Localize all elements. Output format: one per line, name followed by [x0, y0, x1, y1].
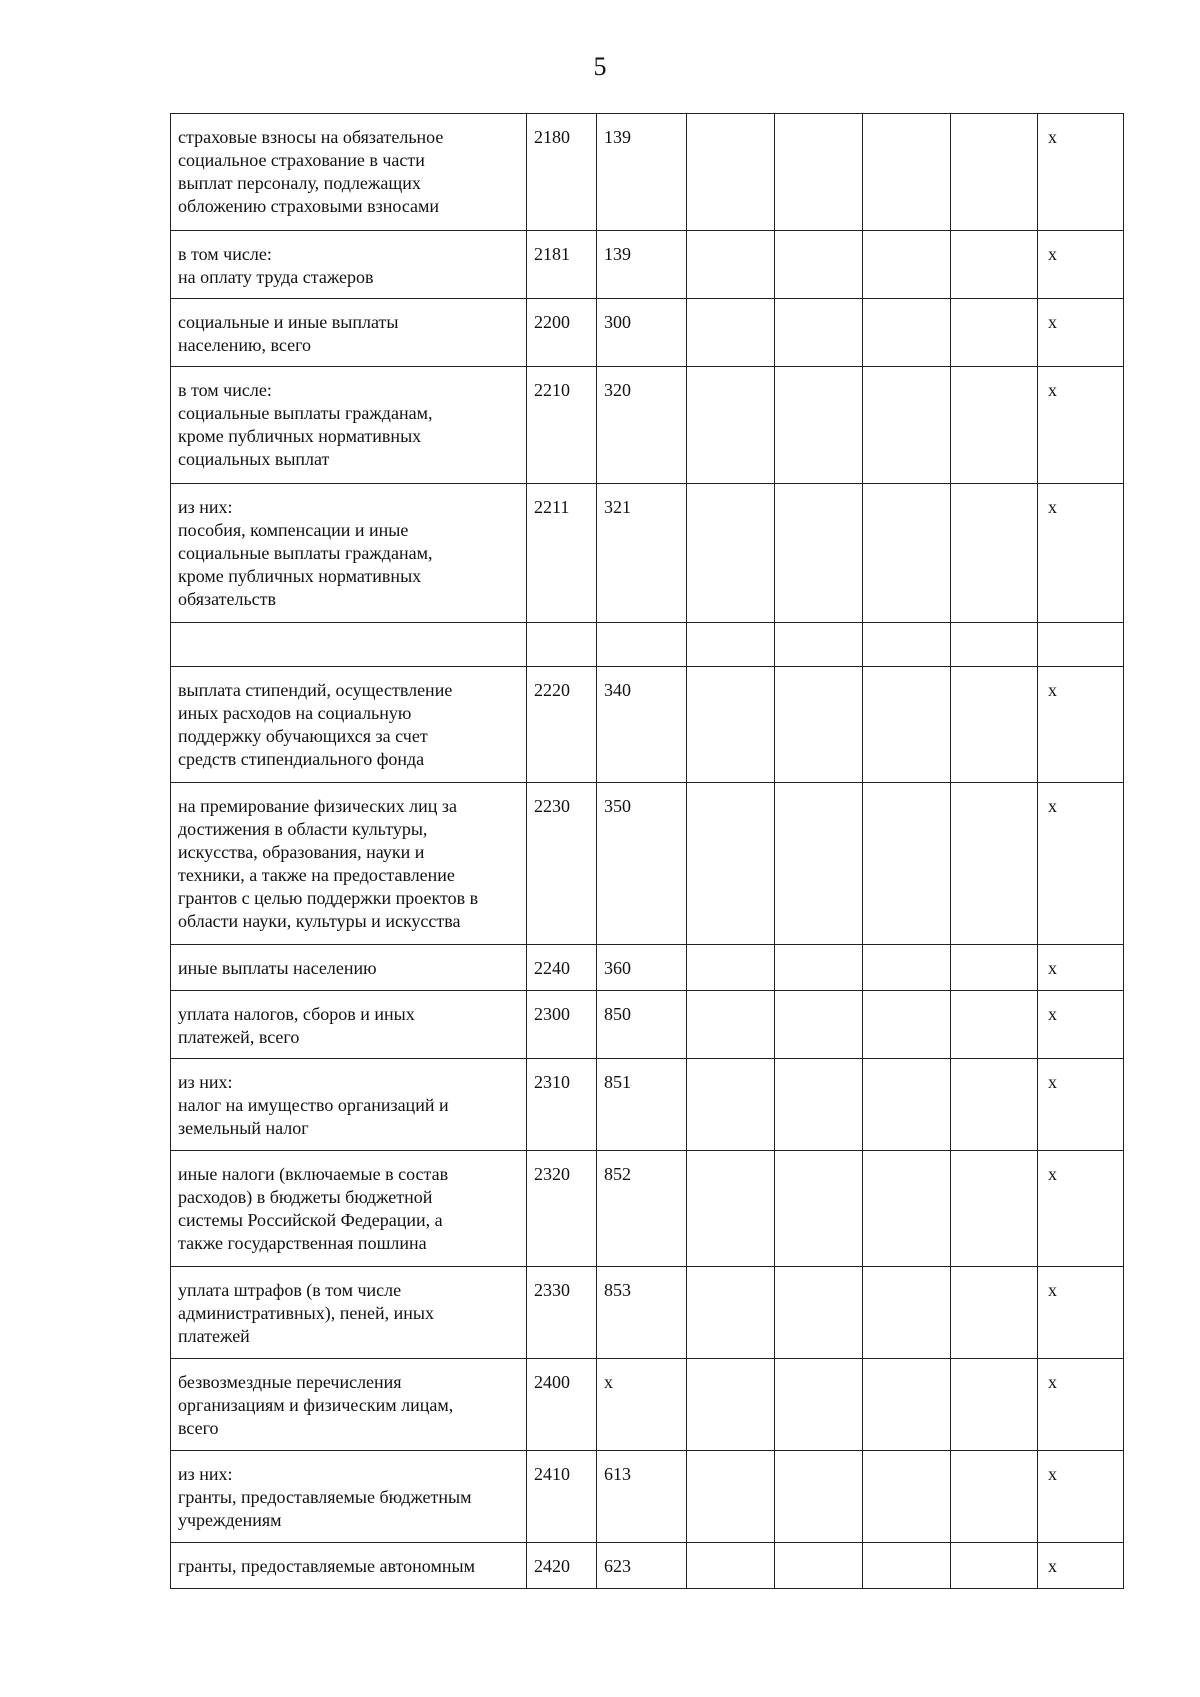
- indicator-name-line: уплата налогов, сборов и иных: [178, 1004, 415, 1024]
- indicator-name-line: иные налоги (включаемые в состав: [178, 1164, 449, 1184]
- amount-cell-col-5: [775, 484, 863, 623]
- line-code-cell: 2211: [527, 484, 597, 623]
- amount-cell-col-7: [951, 484, 1038, 623]
- amount-cell-col-5: [775, 945, 863, 991]
- amount-cell-col-5: [775, 1359, 863, 1451]
- indicator-name-cell: [171, 114, 527, 231]
- amount-cell-col-6: [863, 1543, 951, 1589]
- budget-classification-code-cell: 851: [597, 1059, 687, 1151]
- indicator-name-line: на премирование физических лиц за: [178, 796, 458, 816]
- indicator-name-line: социальное страхование в части: [178, 150, 425, 170]
- indicator-name-cell: [171, 484, 527, 623]
- line-code-cell: 2410: [527, 1451, 597, 1543]
- amount-cell-col-6: [863, 231, 951, 299]
- amount-cell-col-8: [1038, 623, 1124, 667]
- amount-cell-col-7: [951, 991, 1038, 1059]
- budget-classification-code-cell: [597, 623, 687, 667]
- indicator-name-line: из них:: [178, 1072, 233, 1092]
- indicator-name-line: пособия, компенсации и иные: [178, 520, 409, 540]
- indicator-name-line: достижения в области культуры,: [178, 819, 428, 839]
- budget-classification-code-cell: 139: [597, 114, 687, 231]
- indicator-name-line: иных расходов на социальную: [178, 703, 412, 723]
- amount-cell-col-6: [863, 945, 951, 991]
- indicator-name-cell: [171, 1267, 527, 1359]
- amount-cell-col-5: [775, 367, 863, 484]
- table-row: [171, 114, 1124, 231]
- expenditure-table: [170, 113, 1124, 1589]
- amount-cell-col-8: x: [1038, 1151, 1124, 1267]
- amount-cell-col-7: [951, 231, 1038, 299]
- table-row: [171, 1451, 1124, 1543]
- line-code-cell: 2310: [527, 1059, 597, 1151]
- amount-cell-col-6: [863, 1267, 951, 1359]
- indicator-name-line: кроме публичных нормативных: [178, 566, 422, 586]
- budget-classification-code-cell: 320: [597, 367, 687, 484]
- indicator-name-line: в том числе:: [178, 380, 272, 400]
- indicator-name-line: системы Российской Федерации, а: [178, 1210, 443, 1230]
- budget-classification-code-cell: 360: [597, 945, 687, 991]
- table-row: [171, 367, 1124, 484]
- table-row: [171, 991, 1124, 1059]
- indicator-name-line: обложению страховыми взносами: [178, 196, 440, 216]
- amount-cell-col-7: [951, 783, 1038, 945]
- indicator-name-line: административных), пеней, иных: [178, 1303, 434, 1323]
- amount-cell-col-6: [863, 1059, 951, 1151]
- amount-cell-col-5: [775, 114, 863, 231]
- indicator-name-line: обязательств: [178, 589, 277, 609]
- amount-cell-col-7: [951, 1543, 1038, 1589]
- indicator-name-line: выплат персоналу, подлежащих: [178, 173, 421, 193]
- line-code-cell: 2220: [527, 667, 597, 783]
- amount-cell-col-6: [863, 114, 951, 231]
- indicator-name-line: населению, всего: [178, 335, 312, 355]
- amount-cell-col-4: [687, 484, 775, 623]
- amount-cell-col-8: x: [1038, 1359, 1124, 1451]
- indicator-name-line: платежей, всего: [178, 1027, 300, 1047]
- indicator-name-line: налог на имущество организаций и: [178, 1095, 449, 1115]
- amount-cell-col-7: [951, 1267, 1038, 1359]
- indicator-name-line: социальные и иные выплаты: [178, 312, 399, 332]
- indicator-name-cell: [171, 991, 527, 1059]
- indicator-name-line: гранты, предоставляемые бюджетным: [178, 1487, 472, 1507]
- indicator-name-line: из них:: [178, 1464, 233, 1484]
- amount-cell-col-7: [951, 367, 1038, 484]
- indicator-name-line: из них:: [178, 497, 233, 517]
- indicator-name-line: поддержку обучающихся за счет: [178, 726, 428, 746]
- amount-cell-col-8: x: [1038, 114, 1124, 231]
- table-row: [171, 623, 1124, 667]
- indicator-name-line: безвозмездные перечисления: [178, 1372, 402, 1392]
- amount-cell-col-5: [775, 299, 863, 367]
- amount-cell-col-8: x: [1038, 667, 1124, 783]
- amount-cell-col-6: [863, 623, 951, 667]
- amount-cell-col-4: [687, 623, 775, 667]
- amount-cell-col-4: [687, 1359, 775, 1451]
- indicator-name-line: средств стипендиального фонда: [178, 749, 425, 769]
- table-row: [171, 667, 1124, 783]
- amount-cell-col-8: x: [1038, 945, 1124, 991]
- budget-classification-code-cell: 321: [597, 484, 687, 623]
- indicator-name-cell: [171, 945, 527, 991]
- line-code-cell: 2210: [527, 367, 597, 484]
- amount-cell-col-4: [687, 114, 775, 231]
- amount-cell-col-5: [775, 231, 863, 299]
- amount-cell-col-4: [687, 1543, 775, 1589]
- budget-classification-code-cell: 850: [597, 991, 687, 1059]
- amount-cell-col-5: [775, 667, 863, 783]
- indicator-name-cell: [171, 231, 527, 299]
- table-body: [171, 114, 1124, 1589]
- indicator-name-line: уплата штрафов (в том числе: [178, 1280, 402, 1300]
- indicator-name-cell: [171, 783, 527, 945]
- amount-cell-col-8: x: [1038, 783, 1124, 945]
- amount-cell-col-4: [687, 1451, 775, 1543]
- amount-cell-col-6: [863, 1151, 951, 1267]
- indicator-name-line: грантов с целью поддержки проектов в: [178, 888, 479, 908]
- indicator-name-line: организациям и физическим лицам,: [178, 1395, 454, 1415]
- indicator-name-line: социальных выплат: [178, 449, 330, 469]
- amount-cell-col-7: [951, 1359, 1038, 1451]
- amount-cell-col-6: [863, 484, 951, 623]
- amount-cell-col-6: [863, 667, 951, 783]
- indicator-name-line: техники, а также на предоставление: [178, 865, 455, 885]
- amount-cell-col-8: x: [1038, 484, 1124, 623]
- indicator-name-line: области науки, культуры и искусства: [178, 911, 461, 931]
- line-code-cell: 2200: [527, 299, 597, 367]
- indicator-name-line: гранты, предоставляемые автономным: [178, 1556, 475, 1576]
- amount-cell-col-4: [687, 945, 775, 991]
- indicator-name-line: расходов) в бюджеты бюджетной: [178, 1187, 433, 1207]
- table-row: [171, 299, 1124, 367]
- amount-cell-col-4: [687, 991, 775, 1059]
- amount-cell-col-4: [687, 667, 775, 783]
- indicator-name-cell: [171, 299, 527, 367]
- indicator-name-cell: [171, 367, 527, 484]
- amount-cell-col-5: [775, 1451, 863, 1543]
- budget-classification-code-cell: 139: [597, 231, 687, 299]
- table-row: [171, 1059, 1124, 1151]
- line-code-cell: [527, 623, 597, 667]
- line-code-cell: 2300: [527, 991, 597, 1059]
- amount-cell-col-7: [951, 1451, 1038, 1543]
- amount-cell-col-6: [863, 991, 951, 1059]
- indicator-name-line: кроме публичных нормативных: [178, 426, 422, 446]
- amount-cell-col-5: [775, 1151, 863, 1267]
- budget-classification-code-cell: 340: [597, 667, 687, 783]
- line-code-cell: 2420: [527, 1543, 597, 1589]
- indicator-name-line: платежей: [178, 1326, 250, 1346]
- line-code-cell: 2330: [527, 1267, 597, 1359]
- amount-cell-col-5: [775, 991, 863, 1059]
- indicator-name-line: искусства, образования, науки и: [178, 842, 425, 862]
- table-row: [171, 945, 1124, 991]
- amount-cell-col-6: [863, 1451, 951, 1543]
- line-code-cell: 2400: [527, 1359, 597, 1451]
- amount-cell-col-8: x: [1038, 1059, 1124, 1151]
- budget-classification-code-cell: 623: [597, 1543, 687, 1589]
- amount-cell-col-8: x: [1038, 299, 1124, 367]
- amount-cell-col-5: [775, 1059, 863, 1151]
- indicator-name-line: страховые взносы на обязательное: [178, 127, 444, 147]
- line-code-cell: 2320: [527, 1151, 597, 1267]
- line-code-cell: 2240: [527, 945, 597, 991]
- indicator-name-line: в том числе:: [178, 244, 272, 264]
- amount-cell-col-8: x: [1038, 231, 1124, 299]
- amount-cell-col-6: [863, 783, 951, 945]
- table-row: [171, 1359, 1124, 1451]
- indicator-name-line: социальные выплаты гражданам,: [178, 543, 433, 563]
- amount-cell-col-5: [775, 783, 863, 945]
- amount-cell-col-8: x: [1038, 1451, 1124, 1543]
- budget-classification-code-cell: 852: [597, 1151, 687, 1267]
- amount-cell-col-4: [687, 1151, 775, 1267]
- page-number: 5: [593, 52, 607, 81]
- amount-cell-col-4: [687, 367, 775, 484]
- indicator-name-cell: [171, 1543, 527, 1589]
- table-row: [171, 231, 1124, 299]
- indicator-name-line: на оплату труда стажеров: [178, 267, 374, 287]
- budget-classification-code-cell: 613: [597, 1451, 687, 1543]
- table-row: [171, 783, 1124, 945]
- amount-cell-col-4: [687, 1059, 775, 1151]
- indicator-name-line: выплата стипендий, осуществление: [178, 680, 453, 700]
- amount-cell-col-4: [687, 231, 775, 299]
- amount-cell-col-8: x: [1038, 367, 1124, 484]
- amount-cell-col-7: [951, 299, 1038, 367]
- amount-cell-col-6: [863, 367, 951, 484]
- indicator-name-cell: [171, 1151, 527, 1267]
- line-code-cell: 2181: [527, 231, 597, 299]
- budget-classification-code-cell: 350: [597, 783, 687, 945]
- budget-classification-code-cell: 300: [597, 299, 687, 367]
- amount-cell-col-6: [863, 1359, 951, 1451]
- amount-cell-col-5: [775, 1543, 863, 1589]
- table-row: [171, 1267, 1124, 1359]
- indicator-name-cell: [171, 623, 527, 667]
- indicator-name-cell: [171, 1059, 527, 1151]
- amount-cell-col-7: [951, 623, 1038, 667]
- amount-cell-col-6: [863, 299, 951, 367]
- line-code-cell: 2180: [527, 114, 597, 231]
- table-row: [171, 1543, 1124, 1589]
- line-code-cell: 2230: [527, 783, 597, 945]
- amount-cell-col-5: [775, 623, 863, 667]
- amount-cell-col-7: [951, 667, 1038, 783]
- indicator-name-line: земельный налог: [178, 1118, 309, 1138]
- amount-cell-col-7: [951, 945, 1038, 991]
- table-row: [171, 1151, 1124, 1267]
- indicator-name-cell: [171, 1451, 527, 1543]
- amount-cell-col-5: [775, 1267, 863, 1359]
- budget-classification-code-cell: x: [597, 1359, 687, 1451]
- indicator-name-line: социальные выплаты гражданам,: [178, 403, 433, 423]
- amount-cell-col-8: x: [1038, 1267, 1124, 1359]
- amount-cell-col-4: [687, 299, 775, 367]
- amount-cell-col-4: [687, 1267, 775, 1359]
- amount-cell-col-7: [951, 1151, 1038, 1267]
- indicator-name-line: учреждениям: [178, 1510, 282, 1530]
- amount-cell-col-8: x: [1038, 1543, 1124, 1589]
- indicator-name-line: иные выплаты населению: [178, 958, 377, 978]
- table-row: [171, 484, 1124, 623]
- indicator-name-cell: [171, 1359, 527, 1451]
- budget-classification-code-cell: 853: [597, 1267, 687, 1359]
- amount-cell-col-8: x: [1038, 991, 1124, 1059]
- indicator-name-cell: [171, 667, 527, 783]
- amount-cell-col-7: [951, 114, 1038, 231]
- amount-cell-col-7: [951, 1059, 1038, 1151]
- indicator-name-line: всего: [178, 1418, 219, 1438]
- indicator-name-line: также государственная пошлина: [178, 1233, 427, 1253]
- amount-cell-col-4: [687, 783, 775, 945]
